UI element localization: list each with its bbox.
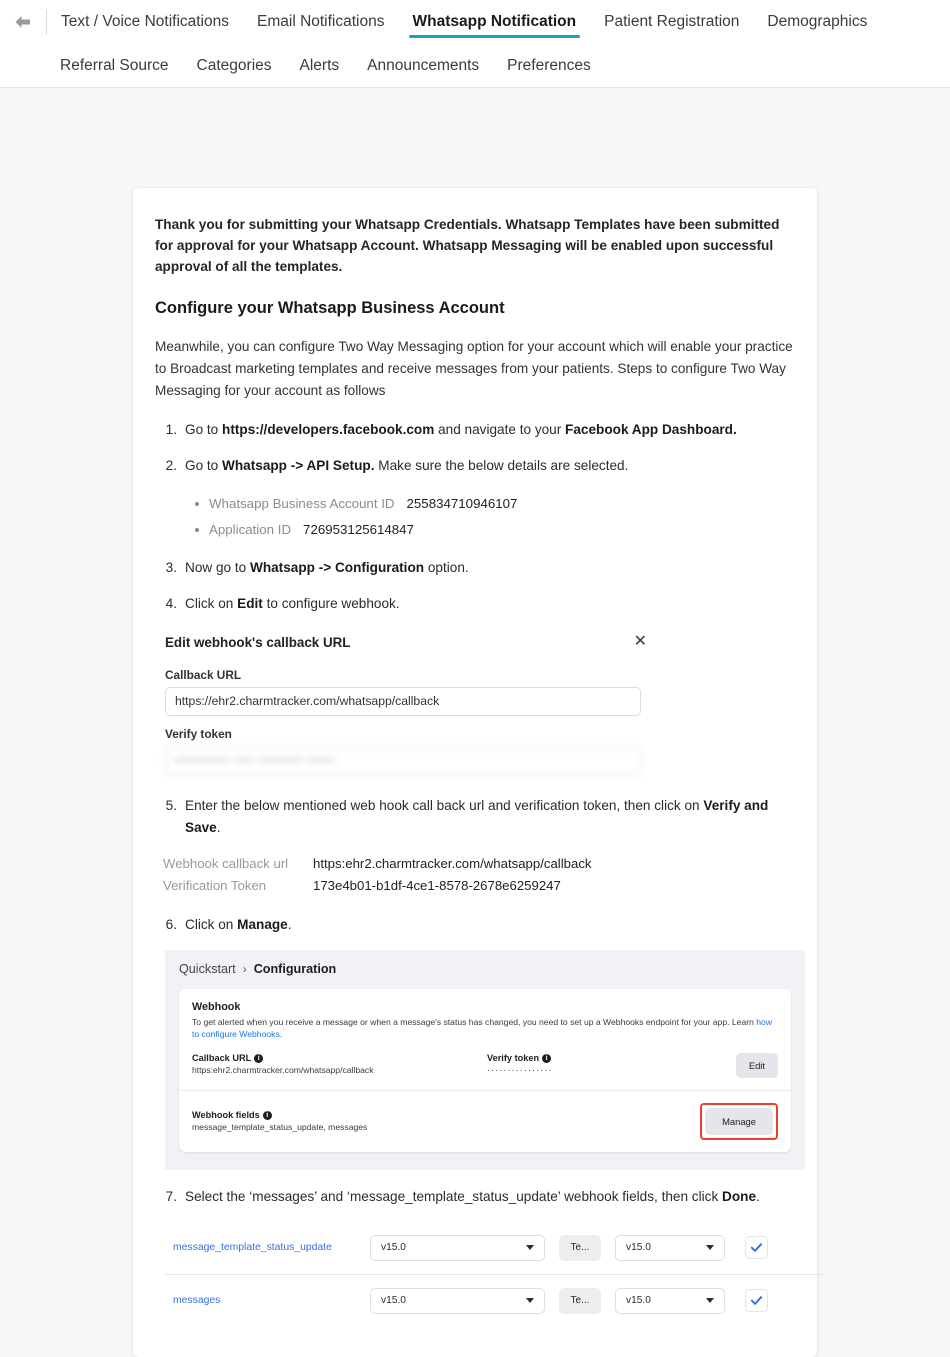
callback-url-col — [192, 1053, 487, 1075]
step-3-pre: Now go to — [185, 559, 250, 575]
info-icon[interactable]: i — [542, 1054, 551, 1063]
step-1 — [155, 419, 795, 441]
step-3 — [155, 557, 795, 579]
callback-url-label: Callback URL — [165, 668, 242, 683]
intro-text: Thank you for submitting your Whatsapp Credentials. Whatsapp Templates have been submitted for approval for your Whatsapp Account. Whatsapp Messaging will be enabled upon successful approval of all the templates. — [155, 217, 780, 275]
chevron-down-icon — [706, 1298, 714, 1303]
verify-token-col — [487, 1053, 698, 1075]
webhook-url-token-row — [192, 1053, 778, 1078]
step-5 — [155, 795, 795, 839]
webhook-fields-col — [192, 1110, 698, 1132]
breadcrumb-quickstart[interactable]: Quickstart — [179, 961, 236, 976]
edit-webhook-dialog-title: Edit webhook's callback URL — [165, 634, 351, 650]
fb-webhook-fields-label-text: Webhook fields — [192, 1110, 260, 1121]
check-icon — [750, 1294, 763, 1307]
manage-button-col — [698, 1103, 778, 1140]
version-select-right-row1-value: v15.0 — [626, 1242, 651, 1254]
step-1-number: 1. — [165, 422, 177, 438]
step-2 — [155, 455, 795, 477]
application-id-label: Application ID — [209, 521, 292, 537]
field-name-messages[interactable]: messages — [173, 1295, 221, 1307]
description-paragraph: Meanwhile, you can configure Two Way Messaging option for your account which will enable your practice to Broadcast marketing templates and receive messages from your patients. Steps to configure Two Way Messaging for your account as follows — [155, 339, 793, 398]
tab-whatsapp-notification[interactable]: Whatsapp Notification — [399, 0, 591, 44]
step-6-number: 6. — [165, 917, 177, 933]
waba-id-value: 255834710946107 — [406, 495, 518, 511]
breadcrumb — [179, 962, 791, 976]
webhook-section-description — [192, 1016, 778, 1041]
webhook-callback-url-value: https:ehr2.charmtracker.com/whatsapp/callback — [313, 855, 592, 871]
whatsapp-config-card — [133, 188, 817, 1357]
step-4-pre: Click on — [185, 595, 238, 611]
page-body — [0, 88, 950, 1307]
facebook-configuration-panel — [165, 950, 805, 1170]
step-1-pre: Go to — [185, 422, 223, 438]
step-7 — [155, 1186, 795, 1208]
step-3-number: 3. — [165, 559, 177, 575]
fb-verify-token-label-text: Verify token — [487, 1052, 540, 1063]
version-select-right-row2[interactable] — [615, 1288, 725, 1314]
verify-token-label: Verify token — [165, 727, 232, 742]
version-select-left-row1[interactable] — [370, 1235, 545, 1261]
step-4 — [155, 593, 795, 615]
field-name-message-template-status-update[interactable]: message_template_status_update — [173, 1242, 332, 1254]
webhook-field-rows — [165, 1222, 825, 1327]
verification-token-key: Verification Token — [163, 878, 267, 894]
tab-header — [0, 0, 950, 88]
version-select-left-row1-value: v15.0 — [381, 1242, 406, 1254]
step-6-post: . — [287, 917, 292, 933]
step-2-number: 2. — [165, 458, 177, 474]
table-row — [165, 1222, 825, 1274]
verification-token-value: 173e4b01-b1df-4ce1-8578-2678e6259247 — [313, 878, 561, 894]
callback-url-input[interactable]: https://ehr2.charmtracker.com/whatsapp/callback — [165, 687, 641, 716]
step-5-pre: Enter the below mentioned web hook call back url and verification token, then click on — [185, 798, 704, 814]
verify-token-input[interactable]: •••••••••••• •••• •••••••••• •••••• — [165, 746, 641, 775]
tab-announcements[interactable]: Announcements — [367, 57, 480, 74]
webhook-section-title: Webhook — [192, 1000, 241, 1013]
step-7-body — [185, 1186, 795, 1208]
info-icon[interactable]: i — [263, 1111, 272, 1120]
step-2-path: Whatsapp -> API Setup. — [222, 458, 375, 474]
page-title: Configure your Whatsapp Business Account — [155, 299, 505, 318]
manage-button[interactable]: Manage — [705, 1108, 773, 1135]
webhook-callback-url-row — [155, 853, 795, 876]
step-5-post: . — [216, 820, 221, 836]
chevron-down-icon — [706, 1245, 714, 1250]
test-button-row2[interactable]: Te... — [559, 1288, 601, 1314]
step-2-pre: Go to — [185, 458, 223, 474]
step-7-post: . — [756, 1188, 760, 1204]
step-1-body — [185, 419, 795, 441]
step-5-number: 5. — [165, 798, 177, 814]
edit-button-col — [698, 1053, 778, 1078]
tab-alerts[interactable]: Alerts — [299, 57, 340, 74]
list-item — [195, 517, 795, 543]
breadcrumb-configuration: Configuration — [253, 961, 337, 976]
fb-webhook-fields-label — [192, 1110, 698, 1120]
webhook-callback-url-key: Webhook callback url — [163, 855, 289, 871]
step-6-pre: Click on — [185, 917, 238, 933]
step-1-url[interactable]: https://developers.facebook.com — [222, 422, 435, 438]
tabs-secondary — [46, 44, 605, 88]
info-icon[interactable]: i — [254, 1054, 263, 1063]
step-2-detail-list — [195, 491, 795, 543]
step-7-done: Done — [722, 1188, 756, 1204]
step-4-post: to configure webhook. — [262, 595, 400, 611]
step-7-number: 7. — [165, 1188, 177, 1204]
step-3-post: option. — [424, 559, 469, 575]
webhook-fields-section — [179, 1090, 791, 1152]
verification-token-row — [155, 875, 795, 898]
fb-callback-url-label-text: Callback URL — [192, 1052, 252, 1063]
webhook-fields-row — [192, 1103, 778, 1140]
edit-webhook-dialog — [165, 632, 653, 775]
step-6-body — [185, 914, 795, 936]
webhook-desc-period: . — [279, 1029, 283, 1040]
fb-webhook-fields-value: message_template_status_update, messages — [192, 1122, 368, 1133]
manage-button-highlight — [700, 1103, 778, 1140]
version-select-left-row2[interactable] — [370, 1288, 545, 1314]
tab-patient-registration[interactable]: Patient Registration — [604, 13, 740, 30]
tab-email-notifications[interactable]: Email Notifications — [257, 13, 385, 30]
check-icon — [750, 1241, 763, 1254]
webhook-config-card — [179, 989, 791, 1152]
step-3-path: Whatsapp -> Configuration — [249, 559, 425, 575]
test-button-row1[interactable]: Te... — [559, 1235, 601, 1261]
fb-verify-token-label — [487, 1053, 698, 1063]
webhook-desc-text: To get alerted when you receive a message or when a message's status has changed, you need to set up a Webhooks endpoint for your app. Learn — [192, 1016, 754, 1027]
step-4-number: 4. — [165, 595, 177, 611]
step-5-verify-save: Verify and Save — [185, 798, 769, 836]
webhook-info-section — [179, 989, 791, 1090]
waba-id-label: Whatsapp Business Account ID — [209, 495, 395, 511]
step-4-body — [185, 593, 795, 615]
tab-row-secondary — [0, 44, 950, 88]
version-select-right-row2-value: v15.0 — [626, 1295, 651, 1307]
step-7-pre: Select the ‘messages’ and ‘message_template_status_update’ webhook fields, then click — [185, 1188, 723, 1204]
step-1-dashboard: Facebook App Dashboard. — [565, 422, 737, 438]
chevron-down-icon — [526, 1298, 534, 1303]
table-row — [165, 1274, 825, 1327]
chevron-down-icon — [526, 1245, 534, 1250]
step-6 — [155, 914, 795, 936]
step-3-body — [185, 557, 795, 579]
step-2-post: Make sure the below details are selected. — [374, 458, 629, 474]
fb-callback-url-value: https:ehr2.charmtracker.com/whatsapp/callback — [192, 1064, 374, 1075]
version-select-left-row2-value: v15.0 — [381, 1295, 406, 1307]
step-6-manage: Manage — [237, 917, 288, 933]
tab-row-primary — [0, 0, 950, 44]
step-4-edit: Edit — [237, 595, 263, 611]
tab-referral-source[interactable]: Referral Source — [60, 57, 169, 74]
edit-webhook-dialog-header — [165, 632, 653, 652]
edit-button[interactable]: Edit — [736, 1053, 778, 1078]
back-button[interactable] — [0, 0, 46, 44]
tab-categories[interactable]: Categories — [196, 57, 272, 74]
application-id-value: 726953125614847 — [303, 521, 414, 537]
step-5-body — [185, 795, 795, 839]
fb-verify-token-masked: ················ — [487, 1064, 553, 1075]
version-select-right-row1[interactable] — [615, 1235, 725, 1261]
subscribe-checkbox-row2[interactable] — [745, 1289, 768, 1312]
configure-webhooks-link[interactable]: how to configure Webhooks — [192, 1016, 773, 1040]
tabs-primary — [47, 0, 881, 44]
step-1-mid: and navigate to your — [434, 422, 566, 438]
close-icon[interactable]: ✕ — [633, 633, 647, 651]
chevron-right-icon: › — [242, 961, 247, 976]
back-arrow-icon — [14, 14, 32, 30]
fb-callback-url-label — [192, 1053, 487, 1063]
subscribe-checkbox-row1[interactable] — [745, 1236, 768, 1259]
tab-preferences[interactable]: Preferences — [507, 57, 591, 74]
step-2-body — [185, 455, 795, 477]
tab-text-voice-notifications[interactable]: Text / Voice Notifications — [61, 13, 229, 30]
tab-demographics[interactable]: Demographics — [767, 13, 868, 30]
list-item — [195, 491, 795, 517]
